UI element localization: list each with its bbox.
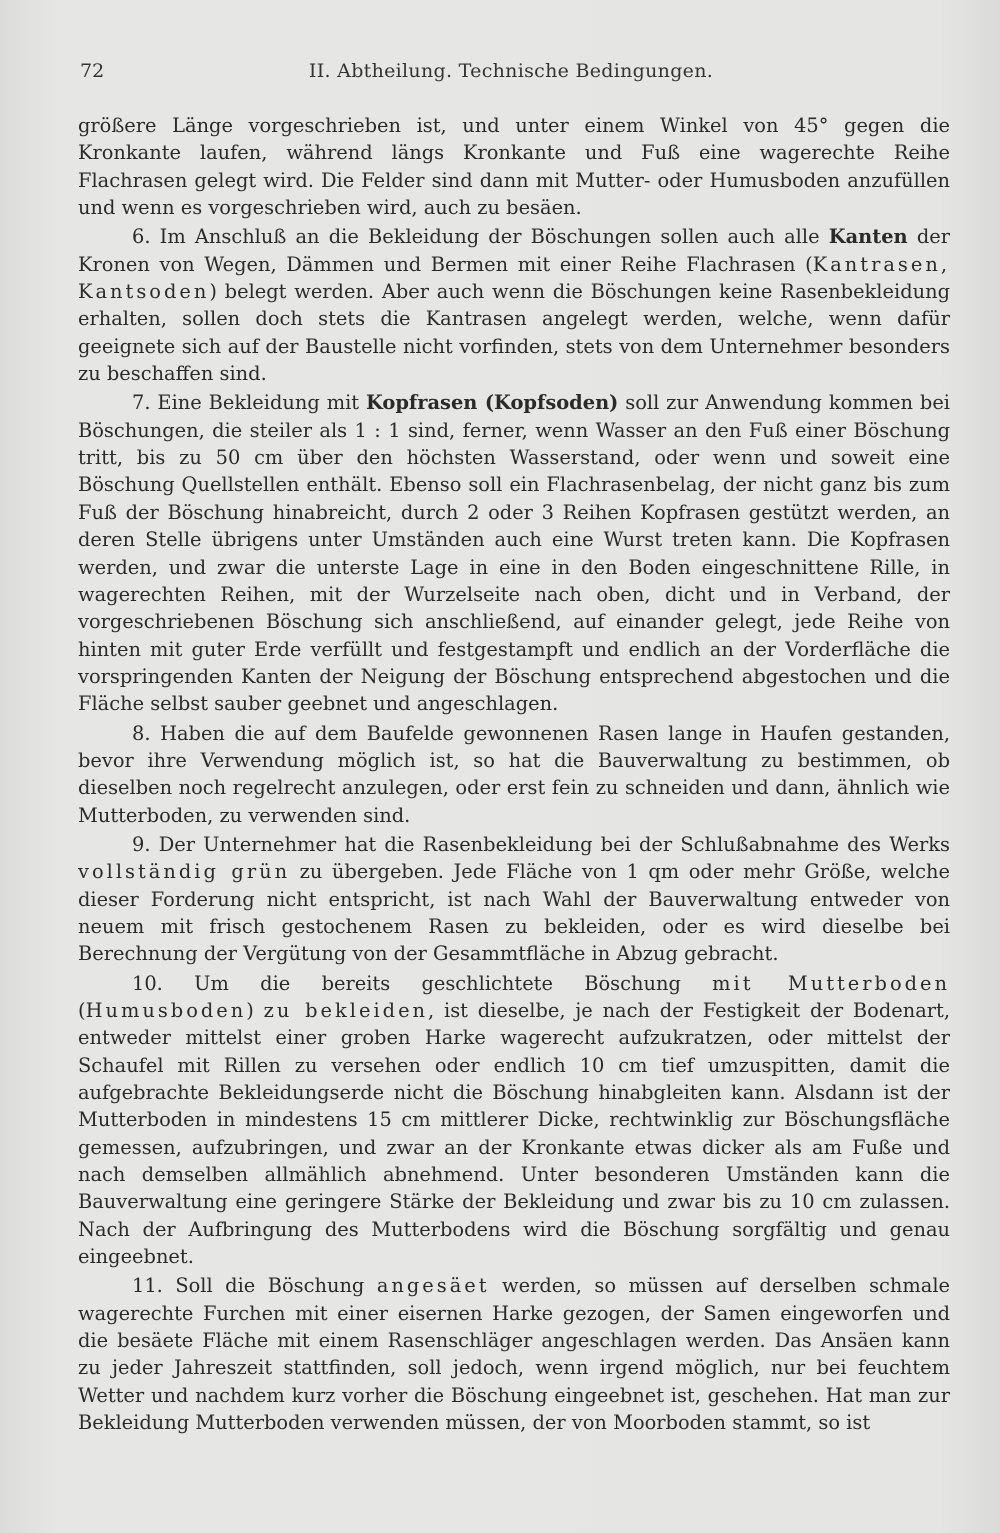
paragraph-6-text: 6. Im Anschluß an die Bekleidung der Böschungen sollen auch alle <box>132 225 829 249</box>
paragraph-6-text: ) belegt werden. Aber auch wenn die Böschungen keine Rasenbekleidung erhalten, sollen doch stets die Kantrasen angelegt werden, welche, wenn dafür geeignete sich auf der Baustelle nicht vorfinden, stets von dem Unternehmer besonders zu beschaffen sind. <box>78 280 950 386</box>
term-mit-mutterboden: mit Mutterboden <box>712 971 950 995</box>
paragraph-6 <box>78 223 950 387</box>
page-body <box>78 112 950 1437</box>
term-zu-bekleiden: zu bekleiden <box>263 999 429 1022</box>
term-humusboden: Humusboden <box>85 999 247 1022</box>
term-vollstaendig-gruen: vollständig grün <box>78 860 291 884</box>
running-title: II. Abtheilung. Technische Bedingungen. <box>308 60 714 82</box>
paragraph-5-continuation: größere Länge vorgeschrieben ist, und unter einem Winkel von 45° gegen die Kronkante laufen, während längs Kronkante und Fuß eine wagerechte Reihe Flachrasen gelegt wird. Die Felder sind dann mit Mutter- oder Humusboden anzufüllen und wenn es vorgeschrieben wird, auch zu besäen. <box>78 114 950 220</box>
paragraph-9 <box>78 831 950 968</box>
paragraph-7 <box>78 389 950 717</box>
term-kopfrasen: Kopfrasen (Kopfsoden) <box>366 391 619 415</box>
paragraph-11-text: 11. Soll die Böschung <box>132 1274 377 1298</box>
paragraph-9-text: zu übergeben. Jede Fläche von 1 qm oder mehr Größe, welche dieser Forderung nicht entspricht, ist nach Wahl der Bauverwaltung entweder von neuem mit frisch gestochenem Rasen zu bekleiden, oder es wird dieselbe bei Berechnung der Vergütung von der Gesammtfläche in Abzug gebracht. <box>78 860 950 966</box>
paragraph-10-text: ( <box>78 999 86 1022</box>
paragraph-10-text: , ist dieselbe, je nach der Festigkeit der Bodenart, entweder mittelst einer groben Harke wagerecht aufzukratzen, oder mittelst der Schaufel mit Rillen zu versehen oder endlich 10 cm tief umzuspitten, damit die aufgebrachte Bekleidungserde nicht die Böschung hinabgleiten kann. Alsdann ist der Mutterboden in mindestens 15 cm mittlerer Dicke, rechtwinklig zur Böschungsfläche gemessen, aufzubringen, und zwar an der Kronkante etwas dicker als am Fuße und nach demselben allmählich abnehmend. Unter besonderen Umständen kann die Bauverwaltung eine geringere Stärke der Bekleidung und zwar bis zu 10 cm zulassen. Nach der Aufbringung des Mutterbodens wird die Böschung sorgfältig und genau eingeebnet. <box>78 999 950 1269</box>
paragraph-11 <box>78 1272 950 1436</box>
paragraph-6-text: der Kronen von Wegen, Dämmen und Bermen mit einer Reihe Flachrasen ( <box>78 225 951 276</box>
paragraph-9-text: 9. Der Unternehmer hat die Rasenbekleidung bei der Schlußabnahme des Werks <box>132 832 950 856</box>
paragraph-10-text: 10. Um die bereits geschlichtete Böschung <box>132 971 713 995</box>
paragraph-7-text: 7. Eine Bekleidung mit <box>132 391 366 415</box>
paragraph-7-text: soll zur Anwendung kommen bei Böschungen, die steiler als 1 : 1 sind, ferner, wenn Wasser an den Fuß einer Böschung tritt, bis zu 50 cm über den höchsten Wasserstand, oder wenn und soweit eine Böschung Quellstellen enthält. Ebenso soll ein Flachrasenbelag, der nicht ganz bis zum Fuß der Böschung hinabreicht, durch 2 oder 3 Reihen Kopfrasen gestützt werden, an deren Stelle übrigens unter Umständen auch eine Wurst treten kann. Die Kopfrasen werden, und zwar die unterste Lage in eine in den Boden eingeschnittene Rille, in wagerechten Reihen, mit der Wurzelseite nach oben, dicht und in Verband, der vorgeschriebenen Böschung sich anschließend, auf einander gelegt, jede Reihe von hinten mit guter Erde verfüllt und festgestampft und endlich an der Vorderfläche die vorspringenden Kanten der Neigung der Böschung entsprechend abgestochen und die Fläche selbst sauber geebnet und angeschlagen. <box>78 391 950 716</box>
page-number: 72 <box>80 60 105 82</box>
paragraph-10 <box>78 970 950 1271</box>
page-header <box>80 60 942 90</box>
paragraph-10-text: ) <box>246 999 264 1022</box>
paragraph-11-text: werden, so müssen auf derselben schmale wagerechte Furchen mit einer eisernen Harke gezogen, der Samen eingeworfen und die besäete Fläche mit einem Rasenschläger angeschlagen werden. Das Ansäen kann zu jeder Jahreszeit stattfinden, soll jedoch, wenn irgend möglich, nur bei feuchtem Wetter und nachdem kurz vorher die Böschung eingeebnet ist, geschehen. Hat man zur Bekleidung Mutterboden verwenden müssen, der von Moorboden stammt, so ist <box>78 1274 950 1435</box>
term-kantrasen: Kantrasen, Kantsoden <box>78 252 950 304</box>
term-angesaeet: angesäet <box>376 1274 490 1298</box>
term-kanten: Kanten <box>828 225 908 249</box>
paragraph-8: 8. Haben die auf dem Baufelde gewonnenen Rasen lange in Haufen gestanden, bevor ihre Verwendung möglich ist, so hat die Bauverwaltung zu bestimmen, ob dieselben noch regelrecht anzulegen, oder erst fein zu schneiden und dann, ähnlich wie Mutterboden, zu verwenden sind. <box>78 721 950 827</box>
